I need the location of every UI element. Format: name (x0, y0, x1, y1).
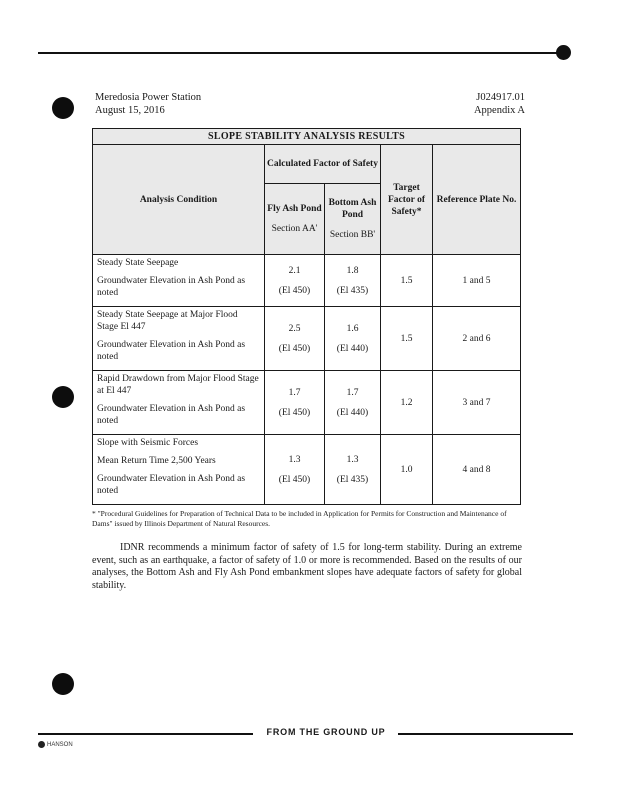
elevation-value: (El 450) (278, 474, 311, 485)
elevation-value: (El 435) (336, 474, 369, 485)
table-footnote: * "Procedural Guidelines for Preparation of Technical Data to be included in Application for Permits for Construction and Maintenance of Dams" issued by Illinois Department of Natural Resources. (92, 509, 507, 528)
table-row (93, 307, 521, 371)
reference-plate-cell: 1 and 5 (433, 255, 521, 307)
binder-hole-icon (52, 386, 74, 408)
bottom-ash-fs-cell (325, 255, 381, 307)
factor-value: 1.3 (288, 454, 301, 465)
slope-stability-table (92, 128, 521, 505)
bottom-ash-fs-cell (325, 435, 381, 505)
reference-plate-cell: 2 and 6 (433, 307, 521, 371)
fly-ash-section: Section AA' (271, 224, 318, 234)
appendix-label: Appendix A (473, 105, 525, 116)
binder-hole-icon (52, 97, 74, 119)
elevation-value: (El 450) (278, 343, 311, 354)
fly-ash-fs-cell (265, 435, 325, 505)
col-analysis-condition: Analysis Condition (93, 145, 265, 255)
factor-value: 2.1 (288, 265, 301, 276)
factor-value: 1.7 (346, 387, 359, 398)
table-row (93, 371, 521, 435)
footer-brand (38, 741, 73, 748)
col-reference-plate: Reference Plate No. (433, 145, 521, 255)
body-paragraph: IDNR recommends a minimum factor of safety of 1.5 for long-term stability. During an extreme event, such as an earthquake, a factor of safety of 1.0 or more is recommended. Based on the results of our analyses, the Bottom Ash and Fly Ash Pond embankment slopes have adequate factors of safety for global stability. (92, 542, 522, 591)
condition-text: Mean Return Time 2,500 Years (97, 456, 216, 466)
binder-hole-icon (52, 673, 74, 695)
brand-logo-icon (38, 741, 45, 748)
elevation-value: (El 440) (336, 407, 369, 418)
table-title: SLOPE STABILITY ANALYSIS RESULTS (93, 129, 521, 145)
condition-text: Groundwater Elevation in Ash Pond as noted (97, 474, 246, 496)
header-right (474, 91, 525, 117)
target-fs-cell: 1.5 (381, 307, 433, 371)
factor-value: 1.8 (346, 265, 359, 276)
factor-value: 1.3 (346, 454, 359, 465)
bottom-ash-fs-cell (325, 371, 381, 435)
target-fs-cell: 1.5 (381, 255, 433, 307)
fly-ash-label: Fly Ash Pond (267, 204, 322, 214)
footer-tagline: FROM THE GROUND UP (266, 727, 386, 737)
condition-cell (93, 255, 265, 307)
target-fs-cell: 1.2 (381, 371, 433, 435)
footer-rule-left (38, 733, 253, 735)
brand-name: HANSON (47, 742, 73, 749)
col-target-factor: Target Factor of Safety* (381, 145, 433, 255)
table-row (93, 255, 521, 307)
footer-rule-right (398, 733, 573, 735)
condition-text: Slope with Seismic Forces (97, 438, 199, 448)
bottom-ash-section: Section BB' (329, 230, 376, 240)
factor-value: 1.6 (346, 323, 359, 334)
header-left (95, 91, 201, 117)
condition-cell (93, 307, 265, 371)
col-calculated-factor: Calculated Factor of Safety (265, 145, 381, 184)
table-row (93, 435, 521, 505)
condition-text: Groundwater Elevation in Ash Pond as noted (97, 340, 246, 362)
elevation-value: (El 435) (336, 285, 369, 296)
condition-text: Steady State Seepage at Major Flood Stage El 447 (97, 310, 238, 332)
bottom-ash-label: Bottom Ash Pond (328, 198, 377, 220)
factor-value: 2.5 (288, 323, 301, 334)
top-rule (38, 52, 558, 54)
factor-value: 1.7 (288, 387, 301, 398)
condition-text: Rapid Drawdown from Major Flood Stage at El 447 (97, 374, 259, 396)
page-footer (38, 727, 573, 739)
elevation-value: (El 450) (278, 407, 311, 418)
condition-text: Steady State Seepage (97, 258, 179, 268)
results-table-wrapper (92, 128, 520, 505)
condition-cell (93, 435, 265, 505)
condition-text: Groundwater Elevation in Ash Pond as noted (97, 404, 246, 426)
reference-plate-cell: 3 and 7 (433, 371, 521, 435)
reference-plate-cell: 4 and 8 (433, 435, 521, 505)
fly-ash-fs-cell (265, 307, 325, 371)
bottom-ash-fs-cell (325, 307, 381, 371)
doc-number: J024917.01 (476, 92, 525, 103)
station-name: Meredosia Power Station (95, 92, 202, 103)
company-logo-icon (556, 45, 571, 60)
fly-ash-fs-cell (265, 255, 325, 307)
target-fs-cell: 1.0 (381, 435, 433, 505)
elevation-value: (El 440) (336, 343, 369, 354)
elevation-value: (El 450) (278, 285, 311, 296)
col-bottom-ash-pond (325, 184, 381, 255)
condition-cell (93, 371, 265, 435)
fly-ash-fs-cell (265, 371, 325, 435)
condition-text: Groundwater Elevation in Ash Pond as noted (97, 276, 246, 298)
col-fly-ash-pond (265, 184, 325, 255)
report-date: August 15, 2016 (95, 105, 165, 116)
